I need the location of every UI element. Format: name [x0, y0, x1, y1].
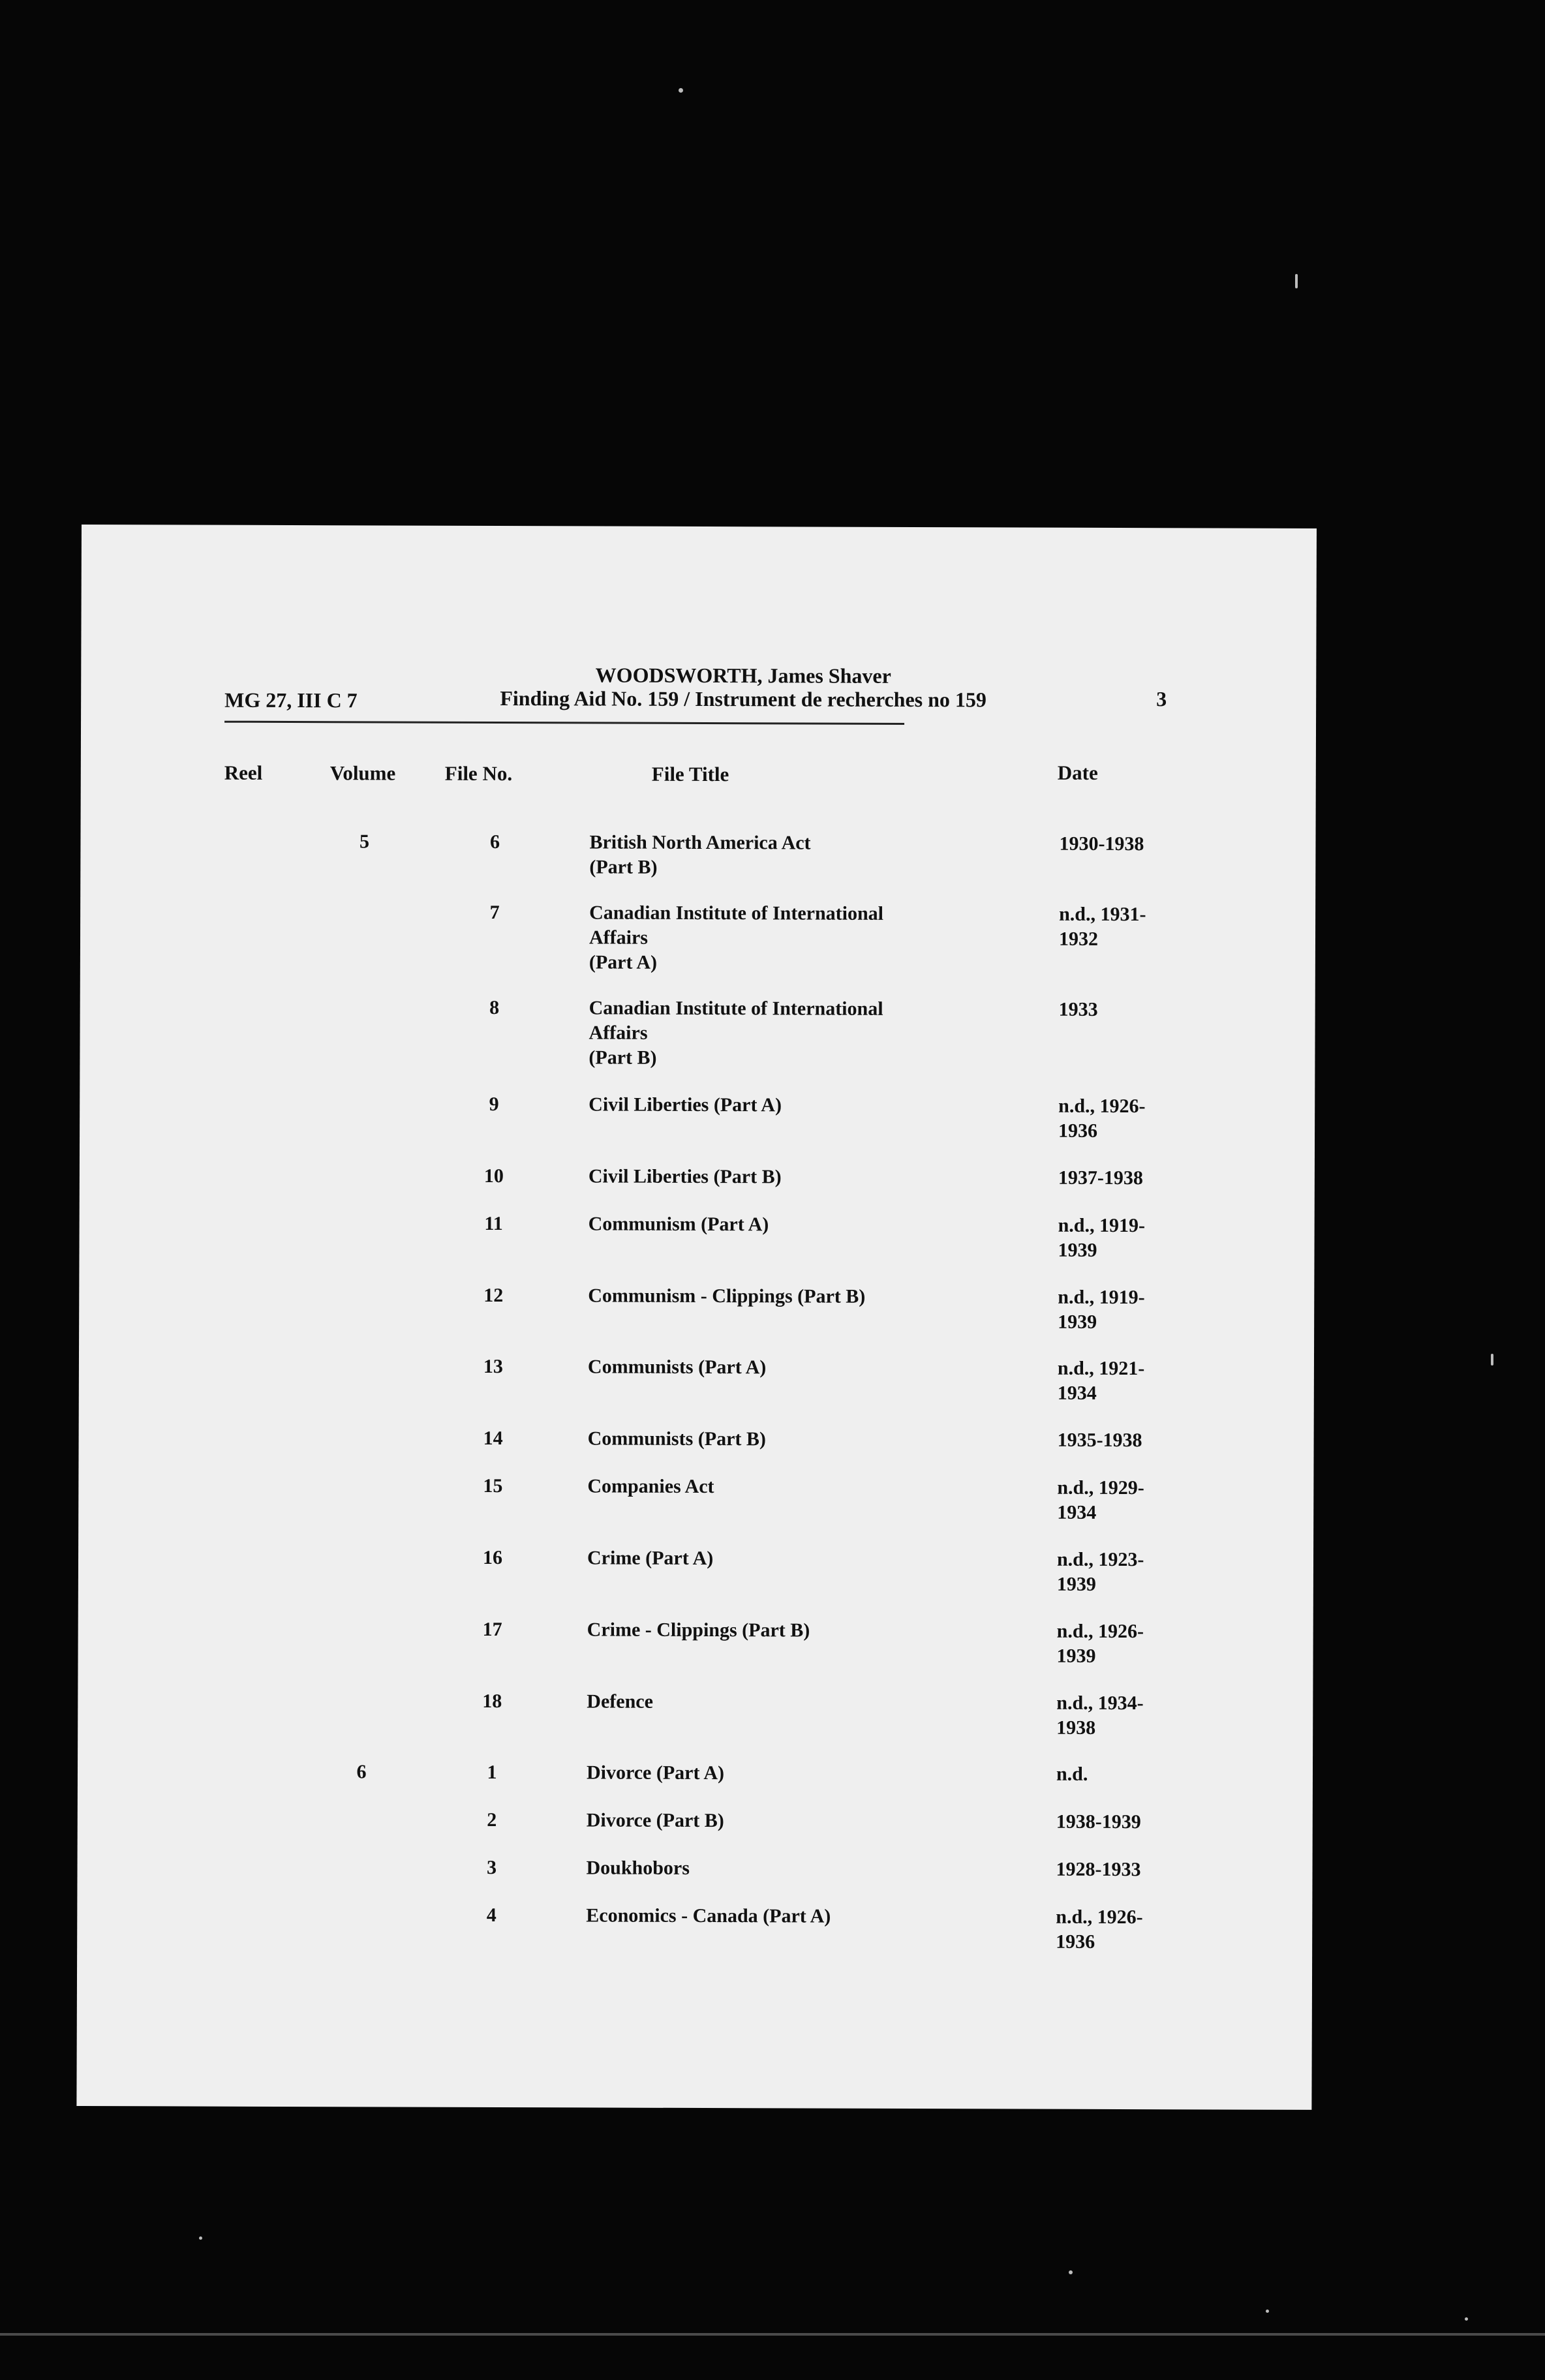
date-cell: n.d. — [1056, 1763, 1088, 1785]
document-title: WOODSWORTH, James Shaver — [595, 663, 891, 688]
date-cell: n.d., 1926- 1936 — [1056, 1906, 1143, 1953]
table-row — [78, 1688, 1313, 1739]
column-header-reel: Reel — [224, 761, 263, 784]
table-row — [80, 1163, 1315, 1189]
date-cell: 1937-1938 — [1058, 1167, 1143, 1189]
table-row — [80, 1091, 1315, 1142]
table-row — [81, 829, 1316, 878]
scan-speck — [1069, 2270, 1073, 2274]
file-title-cell: Economics - Canada (Part A) — [586, 1904, 831, 1927]
file-number-cell: 6 — [489, 831, 500, 853]
file-title-cell: Communism (Part A) — [588, 1213, 769, 1236]
table-row — [78, 1854, 1313, 1881]
file-number-cell: 1 — [487, 1761, 497, 1784]
file-title-cell: Canadian Institute of International Affairs (Part A) — [589, 902, 884, 973]
date-cell: n.d., 1929- 1934 — [1057, 1476, 1144, 1523]
file-number-cell: 11 — [484, 1212, 503, 1235]
table-row — [78, 1759, 1313, 1785]
scan-speck — [1266, 2310, 1269, 2313]
date-cell: n.d., 1931- 1932 — [1058, 903, 1146, 950]
file-number-cell: 12 — [483, 1284, 504, 1307]
page-number: 3 — [1156, 687, 1167, 711]
date-cell: 1933 — [1058, 998, 1098, 1020]
scan-speck — [199, 2236, 202, 2240]
table-row — [78, 1472, 1313, 1523]
date-cell: n.d., 1926- 1936 — [1058, 1095, 1146, 1142]
file-number-cell: 7 — [489, 901, 500, 924]
column-header-date: Date — [1057, 761, 1098, 784]
file-title-cell: Communists (Part B) — [587, 1427, 766, 1450]
table-row — [77, 1902, 1312, 1953]
table-row — [79, 1353, 1314, 1404]
table-row — [80, 899, 1315, 973]
file-number-cell: 14 — [483, 1427, 503, 1450]
header-divider — [224, 721, 904, 725]
document-subtitle: Finding Aid No. 159 / Instrument de recherches no 159 — [500, 686, 987, 712]
scan-speck — [679, 88, 683, 93]
file-number-cell: 17 — [482, 1618, 502, 1641]
file-number-cell: 3 — [486, 1856, 497, 1879]
date-cell: n.d., 1921- 1934 — [1057, 1357, 1145, 1404]
collection-code: MG 27, III C 7 — [224, 688, 358, 712]
file-number-cell: 18 — [482, 1690, 502, 1713]
date-cell: n.d., 1919- 1939 — [1058, 1214, 1146, 1261]
file-title-cell: Civil Liberties (Part A) — [589, 1093, 782, 1116]
file-title-cell: Crime (Part A) — [587, 1547, 714, 1570]
scan-speck — [1295, 274, 1298, 288]
file-number-cell: 13 — [483, 1355, 504, 1378]
table-row — [79, 1425, 1314, 1452]
file-title-cell: Communism - Clippings (Part B) — [588, 1285, 866, 1307]
file-title-cell: Civil Liberties (Part B) — [588, 1165, 782, 1188]
column-header-volume: Volume — [329, 761, 396, 785]
file-title-cell: Doukhobors — [586, 1857, 690, 1879]
table-row — [80, 1210, 1315, 1261]
file-title-cell: Defence — [587, 1690, 653, 1713]
scan-speck — [1491, 1354, 1493, 1365]
scan-speck — [1465, 2317, 1468, 2321]
column-header-file-title: File Title — [651, 762, 729, 786]
finding-aid-page — [76, 525, 1317, 2110]
date-cell: n.d., 1923- 1939 — [1056, 1548, 1144, 1595]
table-row — [78, 1616, 1313, 1667]
date-cell: n.d., 1934- 1938 — [1056, 1692, 1144, 1739]
date-cell: 1938-1939 — [1056, 1810, 1141, 1833]
file-number-cell: 9 — [489, 1093, 499, 1116]
file-title-cell: Companies Act — [587, 1475, 714, 1498]
date-cell: 1928-1933 — [1056, 1858, 1141, 1881]
file-title-cell: Crime - Clippings (Part B) — [587, 1619, 810, 1641]
table-row — [80, 994, 1315, 1069]
column-header-file-no: File No. — [444, 761, 513, 786]
file-number-cell: 8 — [489, 996, 500, 1019]
file-number-cell: 10 — [483, 1165, 504, 1187]
file-title-cell: Divorce (Part B) — [586, 1809, 724, 1832]
date-cell: 1930-1938 — [1059, 832, 1144, 855]
file-number-cell: 4 — [486, 1904, 497, 1927]
date-cell: n.d., 1919- 1939 — [1058, 1286, 1145, 1333]
volume-cell: 6 — [356, 1761, 367, 1783]
file-number-cell: 16 — [482, 1546, 503, 1569]
scanner-edge-line — [0, 2333, 1545, 2336]
file-title-cell: Divorce (Part A) — [586, 1762, 725, 1784]
file-number-cell: 2 — [487, 1808, 497, 1831]
table-row — [78, 1807, 1313, 1833]
file-title-cell: Canadian Institute of International Affairs (Part B) — [589, 997, 883, 1069]
file-title-cell: Communists (Part A) — [587, 1356, 767, 1379]
date-cell: 1935-1938 — [1057, 1429, 1142, 1452]
file-number-cell: 15 — [483, 1474, 503, 1497]
file-title-cell: British North America Act (Part B) — [589, 831, 811, 878]
table-row — [79, 1282, 1314, 1333]
date-cell: n.d., 1926- 1939 — [1056, 1620, 1144, 1667]
table-row — [78, 1544, 1313, 1595]
document-header — [463, 663, 1024, 712]
volume-cell: 5 — [359, 831, 370, 853]
